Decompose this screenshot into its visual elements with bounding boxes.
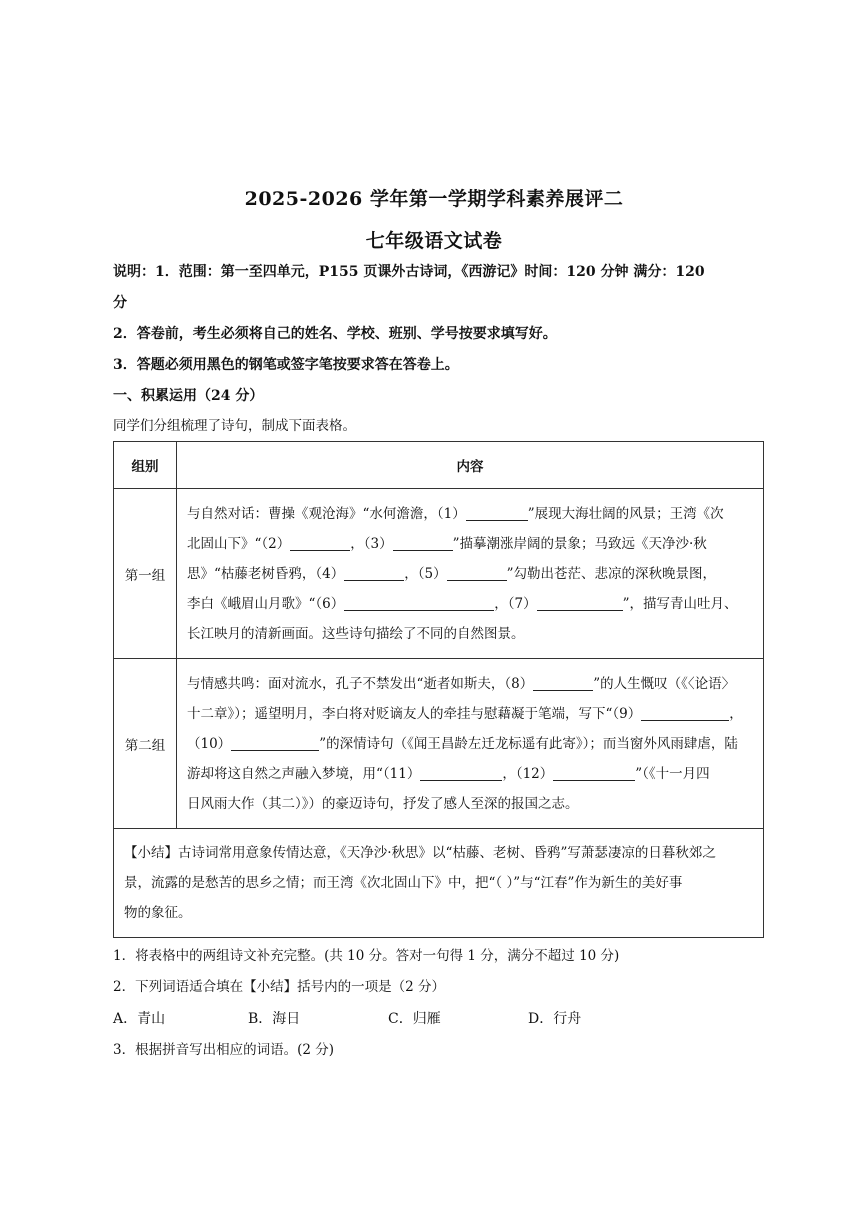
text: 长江映月的清新画面。这些诗句描绘了不同的自然图景。 xyxy=(187,625,525,642)
summary-line-3: 物的象征。 xyxy=(124,905,192,921)
section-intro: 同学们分组梳理了诗句，制成下面表格。 xyxy=(113,418,356,434)
text: 思》“枯藤老树昏鸦，（4） xyxy=(187,565,345,582)
poetry-table xyxy=(113,441,764,938)
text: ”勾勒出苍茫、悲凉的深秋晚景图， xyxy=(506,565,716,582)
summary-line-1: 【小结】古诗词常用意象传情达意，《天净沙·秋思》以“枯藤、老树、昏鸦”写萧瑟凄凉的日暮秋郊之 xyxy=(124,845,716,861)
answer-blank-8[interactable] xyxy=(533,674,593,691)
text: ，（7） xyxy=(494,595,537,612)
summary-cell xyxy=(114,829,764,938)
text: （10） xyxy=(187,735,232,752)
text: 与自然对话：曹操《观沧海》“水何澹澹，（1） xyxy=(187,505,466,522)
instruction-line-1: 说明：1．范围：第一至四单元，P155 页课外古诗词，《西游记》时间：120 分钟 满分：120 xyxy=(113,264,705,280)
group2-name: 第二组 xyxy=(114,659,177,829)
answer-blank-12[interactable] xyxy=(553,764,635,781)
section-heading: 一、积累运用（24 分） xyxy=(113,388,264,404)
answer-blank-10[interactable] xyxy=(231,734,319,751)
instruction-line-1-cont: 分 xyxy=(113,295,127,311)
text: ，（12） xyxy=(502,765,554,782)
text: 李白《峨眉山月歌》“（6） xyxy=(187,595,345,612)
header-content: 内容 xyxy=(177,442,764,489)
text: 与情感共鸣：面对流水，孔子不禁发出“逝者如斯夫，（8） xyxy=(187,675,534,692)
answer-blank-11[interactable] xyxy=(420,764,502,781)
text: 日风雨大作（其二）》）的豪迈诗句，抒发了感人至深的报国之志。 xyxy=(187,795,579,812)
group2-content xyxy=(177,659,764,829)
text: 游却将这自然之声融入梦境，用“（11） xyxy=(187,765,421,782)
text: ，（5） xyxy=(404,565,447,582)
q2-option-a[interactable]: A．青山 xyxy=(113,1011,166,1027)
text: ”的深情诗句（《闻王昌龄左迁龙标遥有此寄》）；而当窗外风雨肆虐，陆 xyxy=(319,735,738,752)
text: 北固山下》“（2） xyxy=(187,535,291,552)
text: ”的人生慨叹（《〈论语〉 xyxy=(593,675,736,692)
text: 十二章》）；遥望明月，李白将对贬谪友人的牵挂与慰藉凝于笔端，写下“（9） xyxy=(187,705,642,722)
group1-content xyxy=(177,489,764,659)
table-row-group2 xyxy=(114,659,764,829)
exam-title: 2025-2026 学年第一学期学科素养展评二 xyxy=(244,188,624,210)
text: ”，描写青山吐月、 xyxy=(622,595,738,612)
question-1: 1．将表格中的两组诗文补充完整。(共 10 分。答对一句得 1 分，满分不超过 10 分) xyxy=(113,948,620,964)
table-header-row xyxy=(114,442,764,489)
instruction-line-2: 2．答卷前，考生必须将自己的姓名、学校、班别、学号按要求填写好。 xyxy=(113,326,557,342)
q2-option-c[interactable]: C．归雁 xyxy=(388,1011,441,1027)
answer-blank-7[interactable] xyxy=(537,594,623,611)
text: ， xyxy=(729,705,743,722)
text: ，（3） xyxy=(350,535,393,552)
answer-blank-1[interactable] xyxy=(466,504,528,521)
table-row-summary xyxy=(114,829,764,938)
answer-blank-9[interactable] xyxy=(641,704,729,721)
instruction-line-3: 3．答题必须用黑色的钢笔或签字笔按要求答在答卷上。 xyxy=(113,357,459,373)
summary-line-2: 景，流露的是愁苦的思乡之情；而王湾《次北固山下》中，把“（ ）”与“江春”作为新生的美好事 xyxy=(124,875,683,891)
answer-blank-3[interactable] xyxy=(393,534,453,551)
answer-blank-4[interactable] xyxy=(344,564,404,581)
q2-option-b[interactable]: B．海日 xyxy=(248,1011,301,1027)
table-row-group1 xyxy=(114,489,764,659)
answer-blank-5[interactable] xyxy=(447,564,507,581)
answer-blank-2[interactable] xyxy=(290,534,350,551)
answer-blank-6[interactable] xyxy=(344,594,494,611)
text: ”描摹潮涨岸阔的景象；马致远《天净沙·秋 xyxy=(452,535,707,552)
exam-subtitle: 七年级语文试卷 xyxy=(365,230,503,252)
question-3: 3．根据拼音写出相应的词语。(2 分) xyxy=(113,1042,335,1058)
header-group: 组别 xyxy=(114,442,177,489)
question-2: 2．下列词语适合填在【小结】括号内的一项是（2 分） xyxy=(113,979,445,995)
text: ”展现大海壮阔的风景；王湾《次 xyxy=(527,505,724,522)
text: ”（《十一月四 xyxy=(635,765,710,782)
group1-name: 第一组 xyxy=(114,489,177,659)
q2-option-d[interactable]: D．行舟 xyxy=(528,1011,582,1027)
